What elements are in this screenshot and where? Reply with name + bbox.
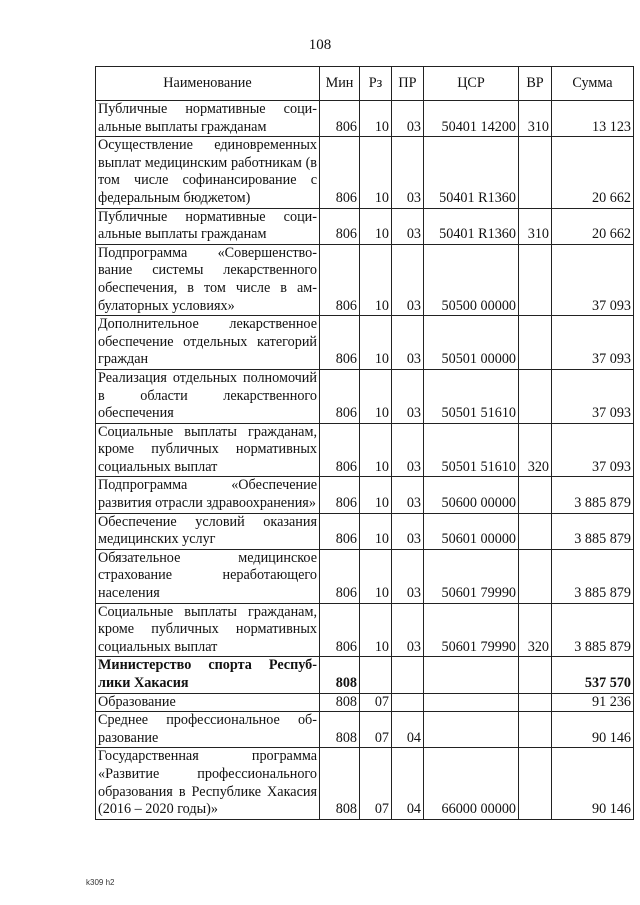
cell-vr xyxy=(519,712,552,748)
cell-csr xyxy=(424,657,519,693)
cell-vr xyxy=(519,513,552,549)
cell-vr xyxy=(519,477,552,513)
cell-vr xyxy=(519,549,552,603)
cell-rz: 10 xyxy=(360,423,392,477)
cell-pr xyxy=(392,693,424,712)
cell-min: 808 xyxy=(320,657,360,693)
table-row xyxy=(96,423,634,477)
cell-pr: 03 xyxy=(392,477,424,513)
header-rz: Рз xyxy=(360,67,392,101)
cell-name: Среднее профессиональное образование xyxy=(96,712,320,748)
header-min: Мин xyxy=(320,67,360,101)
cell-pr: 03 xyxy=(392,369,424,423)
cell-csr: 66000 00000 xyxy=(424,748,519,819)
header-pr: ПР xyxy=(392,67,424,101)
header-name: Наименование xyxy=(96,67,320,101)
cell-csr xyxy=(424,712,519,748)
cell-vr: 320 xyxy=(519,603,552,657)
cell-pr xyxy=(392,657,424,693)
cell-name: Государственная программа «Развитие профессионального образования в Республике Хакасия (2016 – 2020 годы)» xyxy=(96,748,320,819)
cell-vr xyxy=(519,657,552,693)
cell-name: Подпрограмма «Совершенствование системы лекарственного обеспечения, в том числе в амбулаторных условиях» xyxy=(96,244,320,315)
header-csr: ЦСР xyxy=(424,67,519,101)
cell-csr: 50601 79990 xyxy=(424,549,519,603)
cell-vr: 310 xyxy=(519,208,552,244)
cell-sum: 537 570 xyxy=(552,657,634,693)
table-row xyxy=(96,657,634,693)
cell-min: 806 xyxy=(320,369,360,423)
cell-min: 806 xyxy=(320,477,360,513)
cell-rz: 07 xyxy=(360,712,392,748)
cell-pr: 04 xyxy=(392,748,424,819)
cell-sum: 90 146 xyxy=(552,748,634,819)
cell-name: Обязательное медицинское страхование неработающего населения xyxy=(96,549,320,603)
table-row xyxy=(96,369,634,423)
cell-rz: 10 xyxy=(360,477,392,513)
cell-min: 806 xyxy=(320,137,360,208)
cell-vr xyxy=(519,369,552,423)
cell-pr: 03 xyxy=(392,316,424,370)
table-row xyxy=(96,712,634,748)
cell-sum: 37 093 xyxy=(552,423,634,477)
cell-rz: 07 xyxy=(360,693,392,712)
header-vr: ВР xyxy=(519,67,552,101)
cell-sum: 3 885 879 xyxy=(552,549,634,603)
footer-code: k309 h2 xyxy=(86,878,115,887)
cell-name: Публичные нормативные социальные выплаты гражданам xyxy=(96,208,320,244)
cell-rz: 10 xyxy=(360,369,392,423)
cell-csr: 50401 R1360 xyxy=(424,137,519,208)
cell-rz: 10 xyxy=(360,316,392,370)
cell-pr: 03 xyxy=(392,513,424,549)
cell-min: 806 xyxy=(320,603,360,657)
cell-name: Обеспечение условий оказания медицинских услуг xyxy=(96,513,320,549)
cell-vr xyxy=(519,693,552,712)
cell-csr: 50500 00000 xyxy=(424,244,519,315)
cell-name: Образование xyxy=(96,693,320,712)
cell-rz xyxy=(360,657,392,693)
budget-table xyxy=(95,66,634,820)
cell-csr: 50401 14200 xyxy=(424,101,519,137)
table-row xyxy=(96,693,634,712)
cell-min: 808 xyxy=(320,693,360,712)
cell-name: Социальные выплаты гражданам, кроме публичных нормативных социальных выплат xyxy=(96,603,320,657)
cell-sum: 3 885 879 xyxy=(552,477,634,513)
cell-rz: 10 xyxy=(360,101,392,137)
cell-csr: 50401 R1360 xyxy=(424,208,519,244)
cell-vr xyxy=(519,137,552,208)
cell-pr: 03 xyxy=(392,101,424,137)
cell-csr: 50501 51610 xyxy=(424,369,519,423)
cell-csr: 50501 00000 xyxy=(424,316,519,370)
table-row xyxy=(96,244,634,315)
header-sum: Сумма xyxy=(552,67,634,101)
cell-sum: 13 123 xyxy=(552,101,634,137)
cell-sum: 90 146 xyxy=(552,712,634,748)
cell-pr: 03 xyxy=(392,603,424,657)
cell-min: 806 xyxy=(320,549,360,603)
cell-sum: 91 236 xyxy=(552,693,634,712)
cell-rz: 10 xyxy=(360,549,392,603)
cell-csr: 50501 51610 xyxy=(424,423,519,477)
cell-name: Публичные нормативные социальные выплаты гражданам xyxy=(96,101,320,137)
cell-name: Дополнительное лекарственное обеспечение отдельных категорий граждан xyxy=(96,316,320,370)
table-row xyxy=(96,208,634,244)
cell-vr: 310 xyxy=(519,101,552,137)
table-row xyxy=(96,748,634,819)
cell-name: Осуществление единовременных выплат медицинским работникам (в том числе софинансирование с федеральным бюджетом) xyxy=(96,137,320,208)
cell-csr: 50600 00000 xyxy=(424,477,519,513)
cell-pr: 03 xyxy=(392,244,424,315)
cell-sum: 20 662 xyxy=(552,137,634,208)
cell-sum: 20 662 xyxy=(552,208,634,244)
cell-rz: 10 xyxy=(360,513,392,549)
table-row xyxy=(96,549,634,603)
cell-pr: 03 xyxy=(392,549,424,603)
table-row xyxy=(96,603,634,657)
cell-pr: 04 xyxy=(392,712,424,748)
table-row xyxy=(96,513,634,549)
cell-min: 806 xyxy=(320,316,360,370)
cell-rz: 07 xyxy=(360,748,392,819)
table-header-row xyxy=(96,67,634,101)
table-row xyxy=(96,316,634,370)
cell-name: Министерство спорта Республики Хакасия xyxy=(96,657,320,693)
table-row xyxy=(96,477,634,513)
table-body xyxy=(96,101,634,820)
cell-name: Подпрограмма «Обеспечение развития отрасли здравоохранения» xyxy=(96,477,320,513)
table-row xyxy=(96,137,634,208)
cell-pr: 03 xyxy=(392,137,424,208)
cell-csr: 50601 00000 xyxy=(424,513,519,549)
cell-min: 806 xyxy=(320,208,360,244)
page-number: 108 xyxy=(308,37,332,53)
cell-vr: 320 xyxy=(519,423,552,477)
cell-pr: 03 xyxy=(392,423,424,477)
cell-name: Реализация отдельных полномочий в области лекарственного обеспечения xyxy=(96,369,320,423)
cell-min: 806 xyxy=(320,423,360,477)
cell-vr xyxy=(519,316,552,370)
cell-rz: 10 xyxy=(360,603,392,657)
cell-sum: 37 093 xyxy=(552,369,634,423)
cell-rz: 10 xyxy=(360,244,392,315)
cell-sum: 37 093 xyxy=(552,244,634,315)
cell-sum: 3 885 879 xyxy=(552,513,634,549)
cell-min: 806 xyxy=(320,244,360,315)
cell-min: 806 xyxy=(320,101,360,137)
table-row xyxy=(96,101,634,137)
cell-min: 808 xyxy=(320,748,360,819)
cell-rz: 10 xyxy=(360,208,392,244)
cell-csr xyxy=(424,693,519,712)
cell-min: 808 xyxy=(320,712,360,748)
cell-vr xyxy=(519,748,552,819)
cell-vr xyxy=(519,244,552,315)
cell-csr: 50601 79990 xyxy=(424,603,519,657)
cell-min: 806 xyxy=(320,513,360,549)
cell-sum: 3 885 879 xyxy=(552,603,634,657)
cell-pr: 03 xyxy=(392,208,424,244)
cell-name: Социальные выплаты гражданам, кроме публичных нормативных социальных выплат xyxy=(96,423,320,477)
cell-rz: 10 xyxy=(360,137,392,208)
cell-sum: 37 093 xyxy=(552,316,634,370)
